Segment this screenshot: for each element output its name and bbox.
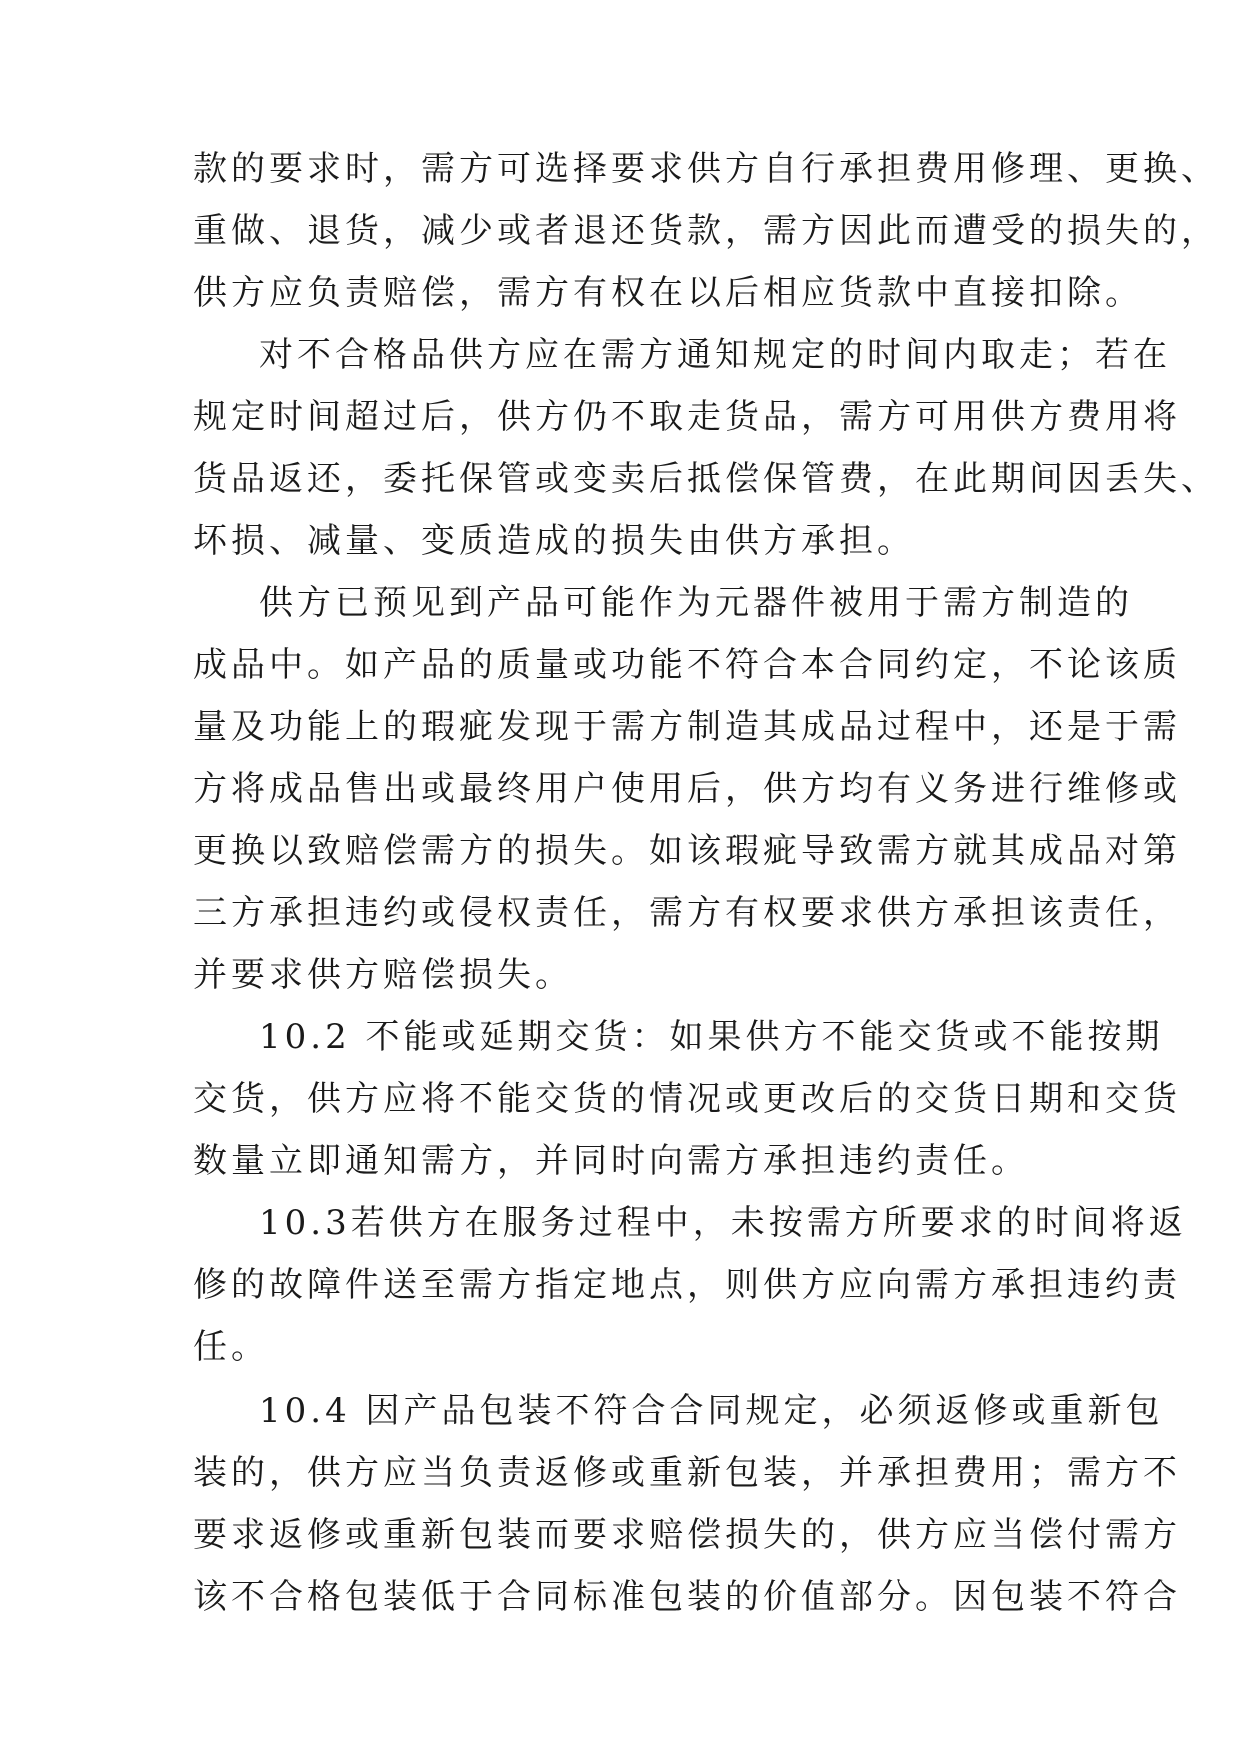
text-line: 任。 [193,1327,269,1367]
text-line: 规定时间超过后，供方仍不取走货品，需方可用供方费用将 [193,397,1181,437]
text-line: 供方已预见到产品可能作为元器件被用于需方制造的 [259,583,1133,623]
text-line: 交货，供方应将不能交货的情况或更改后的交货日期和交货 [193,1079,1181,1119]
text-line: 重做、退货，减少或者退还货款，需方因此而遭受的损失的， [193,211,1219,251]
text-line: 款的要求时，需方可选择要求供方自行承担费用修理、更换、 [193,149,1219,189]
text-line: 更换以致赔偿需方的损失。如该瑕疵导致需方就其成品对第 [193,831,1181,871]
text-line: 三方承担违约或侵权责任，需方有权要求供方承担该责任， [193,893,1181,933]
text-line: 成品中。如产品的质量或功能不符合本合同约定，不论该质 [193,645,1181,685]
text-line: 供方应负责赔偿，需方有权在以后相应货款中直接扣除。 [193,273,1143,313]
text-line: 该不合格包装低于合同标准包装的价值部分。因包装不符合 [193,1577,1181,1617]
text-line: 修的故障件送至需方指定地点，则供方应向需方承担违约责 [193,1265,1181,1305]
text-line: 货品返还，委托保管或变卖后抵偿保管费，在此期间因丢失、 [193,459,1219,499]
text-line: 量及功能上的瑕疵发现于需方制造其成品过程中，还是于需 [193,707,1181,747]
text-line: 装的，供方应当负责返修或重新包装，并承担费用；需方不 [193,1453,1181,1493]
text-line: 对不合格品供方应在需方通知规定的时间内取走；若在 [259,335,1171,375]
clause-10-4-line: 10.4 因产品包装不符合合同规定，必须返修或重新包 [259,1391,1164,1431]
clause-10-3-line: 10.3若供方在服务过程中，未按需方所要求的时间将返 [259,1203,1187,1243]
text-line: 坏损、减量、变质造成的损失由供方承担。 [193,521,915,561]
text-line: 要求返修或重新包装而要求赔偿损失的，供方应当偿付需方 [193,1515,1181,1555]
text-line: 并要求供方赔偿损失。 [193,955,573,995]
text-line: 数量立即通知需方，并同时向需方承担违约责任。 [193,1141,1029,1181]
clause-10-2-line: 10.2 不能或延期交货：如果供方不能交货或不能按期 [259,1017,1164,1057]
text-line: 方将成品售出或最终用户使用后，供方均有义务进行维修或 [193,769,1181,809]
